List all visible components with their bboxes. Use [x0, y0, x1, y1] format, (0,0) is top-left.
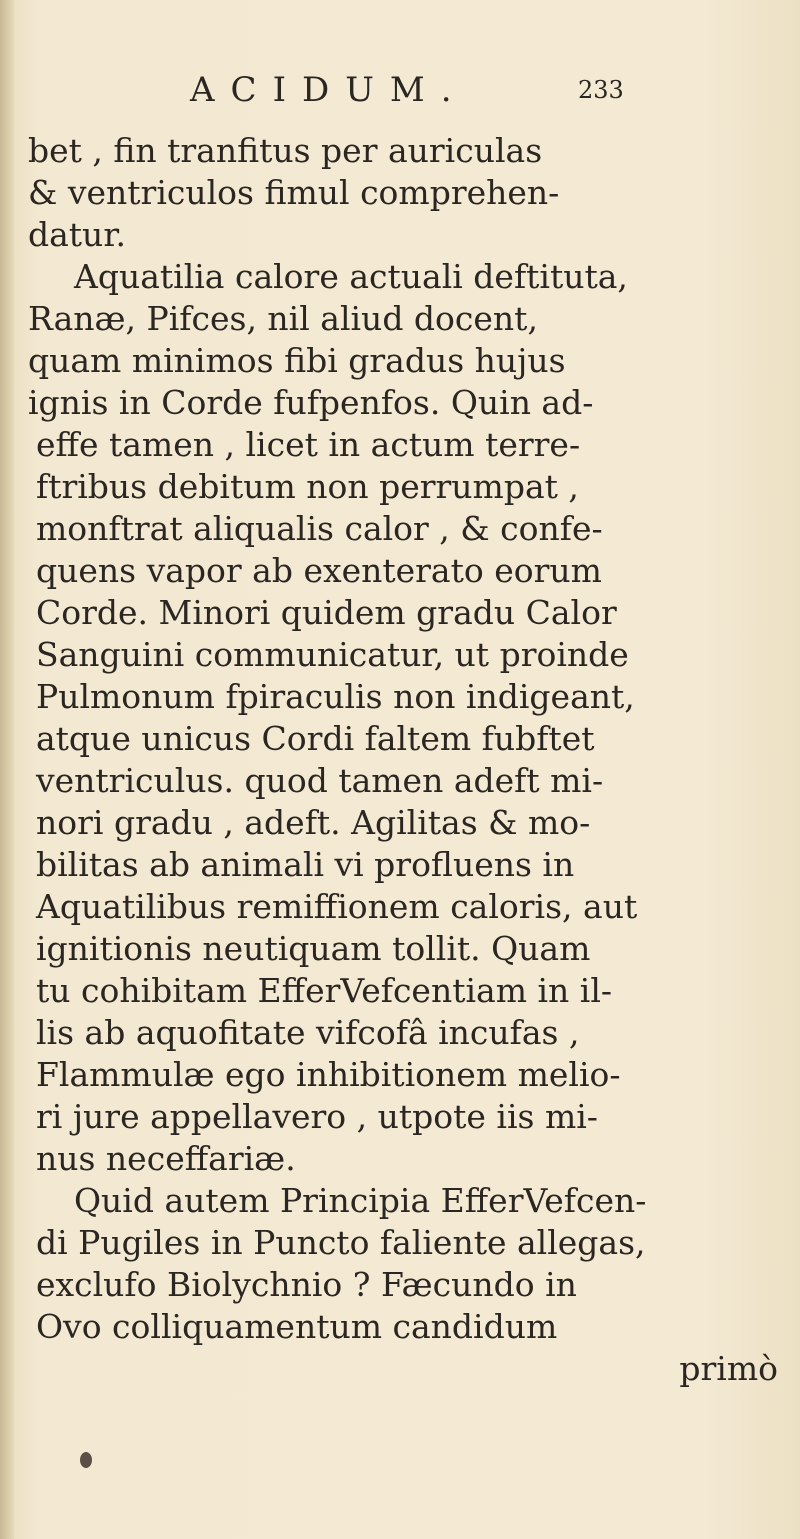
text-line: lis ab aquofitate vifcofâ incufas , — [36, 1013, 580, 1052]
text-line: Flammulæ ego inhibitionem melio- — [36, 1055, 621, 1094]
text-line: effe tamen , licet in actum terre- — [36, 425, 581, 464]
text-line: di Pugiles in Puncto faliente allegas, — [36, 1223, 646, 1262]
body-text — [28, 130, 778, 1390]
text-line: & ventriculos fimul comprehen- — [28, 173, 560, 212]
text-line: exclufo Biolychnio ? Fæcundo in — [36, 1265, 577, 1304]
text-line: nus neceffariæ. — [36, 1139, 296, 1178]
ink-spot — [80, 1452, 92, 1468]
text-line: Pulmonum fpiraculis non indigeant, — [36, 677, 635, 716]
text-line: quam minimos fibi gradus hujus — [28, 341, 566, 380]
text-line: nori gradu , adeft. Agilitas & mo- — [36, 803, 591, 842]
text-line: atque unicus Cordi faltem fubftet — [36, 719, 595, 758]
text-line: Sanguini communicatur, ut proinde — [36, 635, 629, 674]
text-line: bilitas ab animali vi profluens in — [36, 845, 575, 884]
text-line: datur. — [28, 215, 126, 254]
text-line: tu cohibitam EfferVefcentiam in il- — [36, 971, 613, 1010]
page-header — [0, 70, 800, 120]
text-line: monftrat aliqualis calor , & confe- — [36, 509, 603, 548]
text-line: bet , fin tranfitus per auriculas — [28, 131, 543, 170]
text-line: ri jure appellavero , utpote iis mi- — [36, 1097, 598, 1136]
text-line: ventriculus. quod tamen adeft mi- — [36, 761, 604, 800]
running-title: ACIDUM. — [190, 70, 468, 110]
text-line: ftribus debitum non perrumpat , — [36, 467, 579, 506]
text-line: Quid autem Principia EfferVefcen- — [74, 1181, 647, 1220]
text-line: Corde. Minori quidem gradu Calor — [36, 593, 617, 632]
text-line: Ovo colliquamentum candidum — [36, 1307, 558, 1346]
text-line: ignis in Corde fufpenfos. Quin ad- — [28, 383, 594, 422]
text-line: Ranæ, Pifces, nil aliud docent, — [28, 299, 538, 338]
text-line: ignitionis neutiquam tollit. Quam — [36, 929, 591, 968]
binding-gutter — [0, 0, 14, 1539]
page-number: 233 — [578, 76, 624, 104]
text-line: quens vapor ab exenterato eorum — [36, 551, 602, 590]
catchword: primò — [679, 1349, 778, 1388]
text-line: Aquatilibus remiffionem caloris, aut — [36, 887, 638, 926]
text-line: Aquatilia calore actuali deftituta, — [74, 257, 628, 296]
